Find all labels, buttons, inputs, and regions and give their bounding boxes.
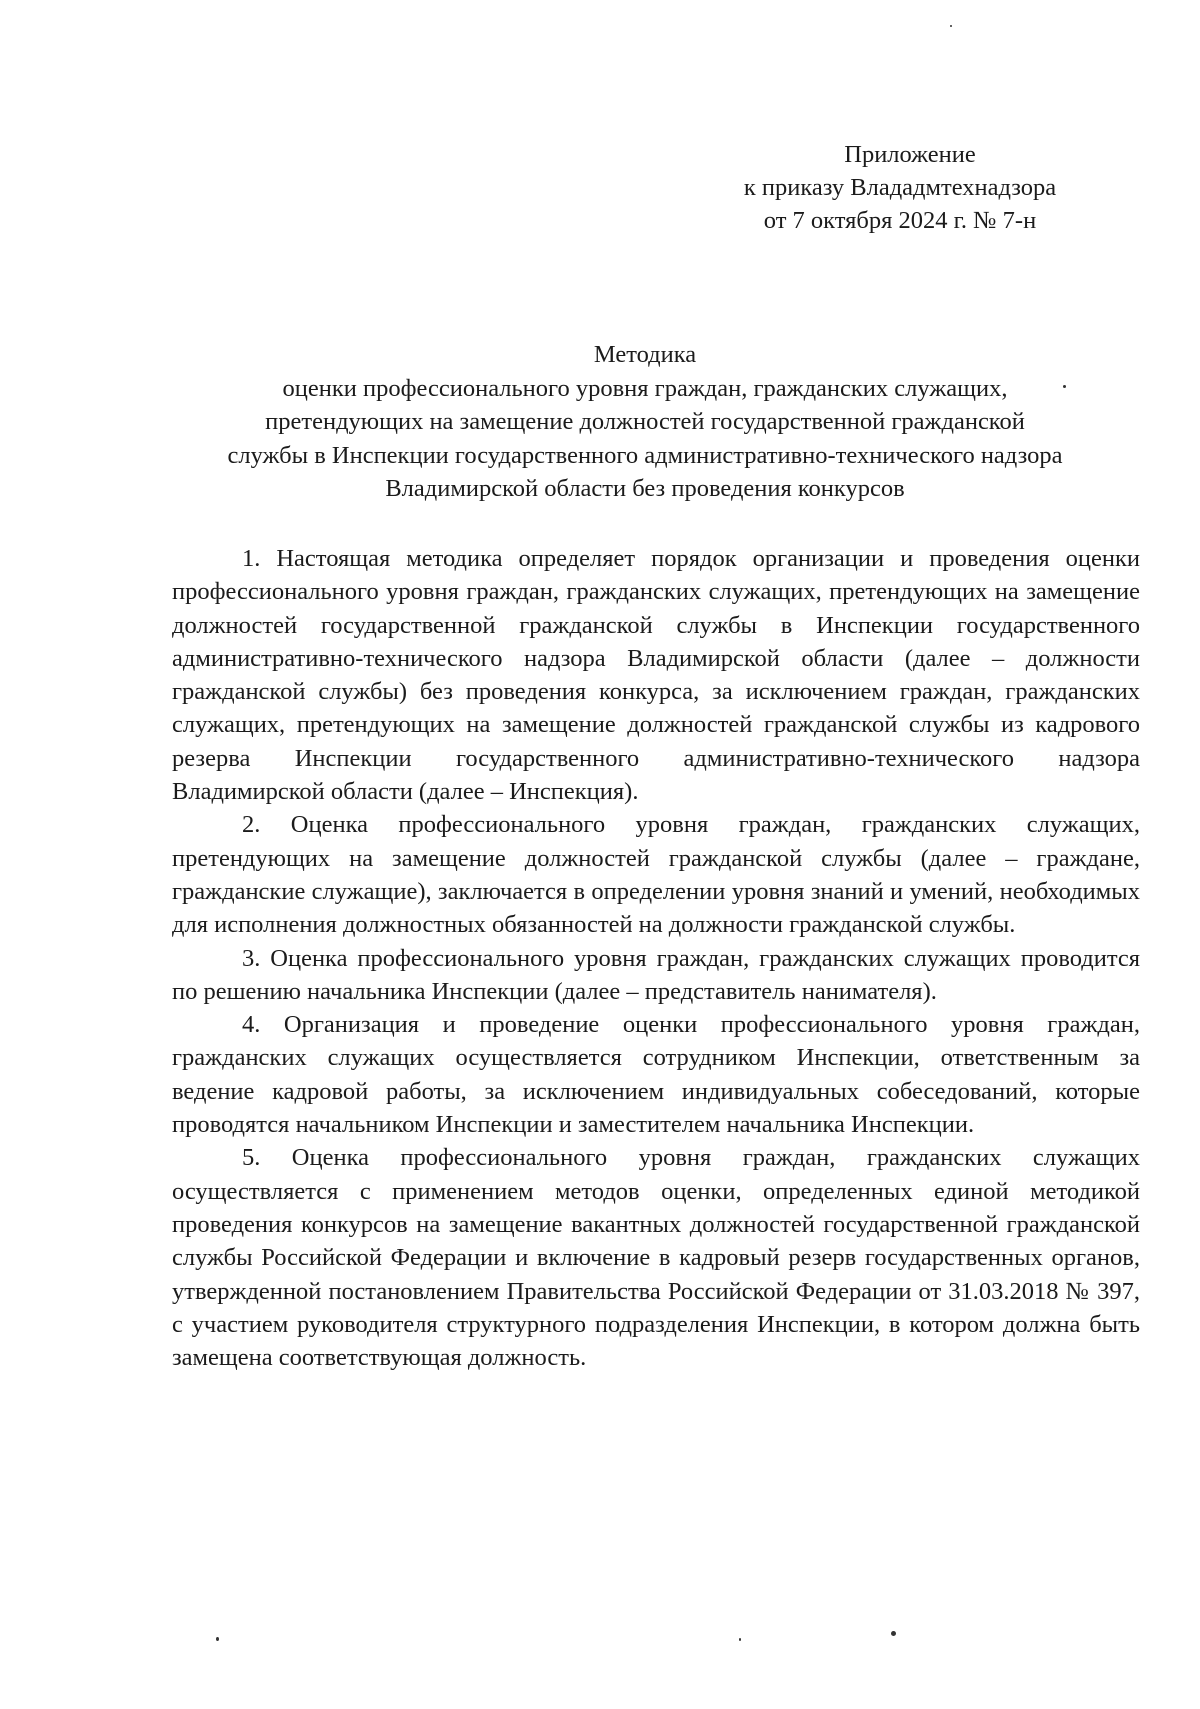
- title-line-5: Владимирской области без проведения конкурсов: [385, 475, 905, 502]
- paragraph-4: 4. Организация и проведение оценки профессионального уровня граждан, гражданских служащих осуществляется сотрудником Инспекции, ответственным за ведение кадровой работы, за исключением индивидуальных собеседований, которые проводятся начальником Инспекции и заместителем начальника Инспекции.: [172, 1011, 1140, 1139]
- paragraph-1: 1. Настоящая методика определяет порядок организации и проведения оценки профессионального уровня граждан, гражданских служащих, претендующих на замещение должностей государственной гражданской службы в Инспекции государственного административно-технического надзора Владимирской области (далее – должности гражданской службы) без проведения конкурса, за исключением граждан, гражданских служащих, претендующих на замещение должностей гражданской службы из кадрового резерва Инспекции государственного административно-технического надзора Владимирской области (далее – Инспекция).: [172, 545, 1140, 806]
- annex-order-reference: к приказу Влададмтехнадзора: [743, 174, 1057, 201]
- paragraph-5: 5. Оценка профессионального уровня граждан, гражданских служащих осуществляется с применением методов оценки, определенных единой методикой проведения конкурсов на замещение вакантных должностей государственной гражданской службы Российской Федерации и включение в кадровый резерв государственных органов, утвержденной постановлением Правительства Российской Федерации от 31.03.2018 № 397, с участием руководителя структурного подразделения Инспекции, в котором должна быть замещена соответствующая должность.: [172, 1144, 1140, 1372]
- title-line-2: оценки профессионального уровня граждан, гражданских служащих,: [282, 374, 1008, 402]
- scan-speck: [950, 25, 952, 27]
- paragraph-3: 3. Оценка профессионального уровня граждан, гражданских служащих проводится по решению начальника Инспекции (далее – представитель нанимателя).: [172, 944, 1140, 1005]
- scan-speck: [216, 1637, 219, 1641]
- scan-speck: [1063, 385, 1066, 388]
- title-line-4: службы в Инспекции государственного административно-технического надзора: [227, 441, 1063, 469]
- title-line-3: претендующих на замещение должностей государственной гражданской: [265, 408, 1025, 435]
- annex-order-date: от 7 октября 2024 г. № 7-н: [763, 207, 1037, 234]
- document-title: [150, 338, 1140, 506]
- annex-header: [700, 138, 1100, 237]
- scan-speck: [891, 1631, 896, 1636]
- annex-title: Приложение: [844, 141, 976, 168]
- paragraph-2: 2. Оценка профессионального уровня граждан, гражданских служащих, претендующих на замещение должностей гражданской службы (далее – граждане, гражданские служащие), заключается в определении уровня знаний и умений, необходимых для исполнения должностных обязанностей на должности гражданской службы.: [172, 811, 1140, 939]
- title-line-1: Методика: [593, 341, 697, 368]
- document-body: [172, 542, 1140, 1374]
- scan-speck: [739, 1638, 741, 1641]
